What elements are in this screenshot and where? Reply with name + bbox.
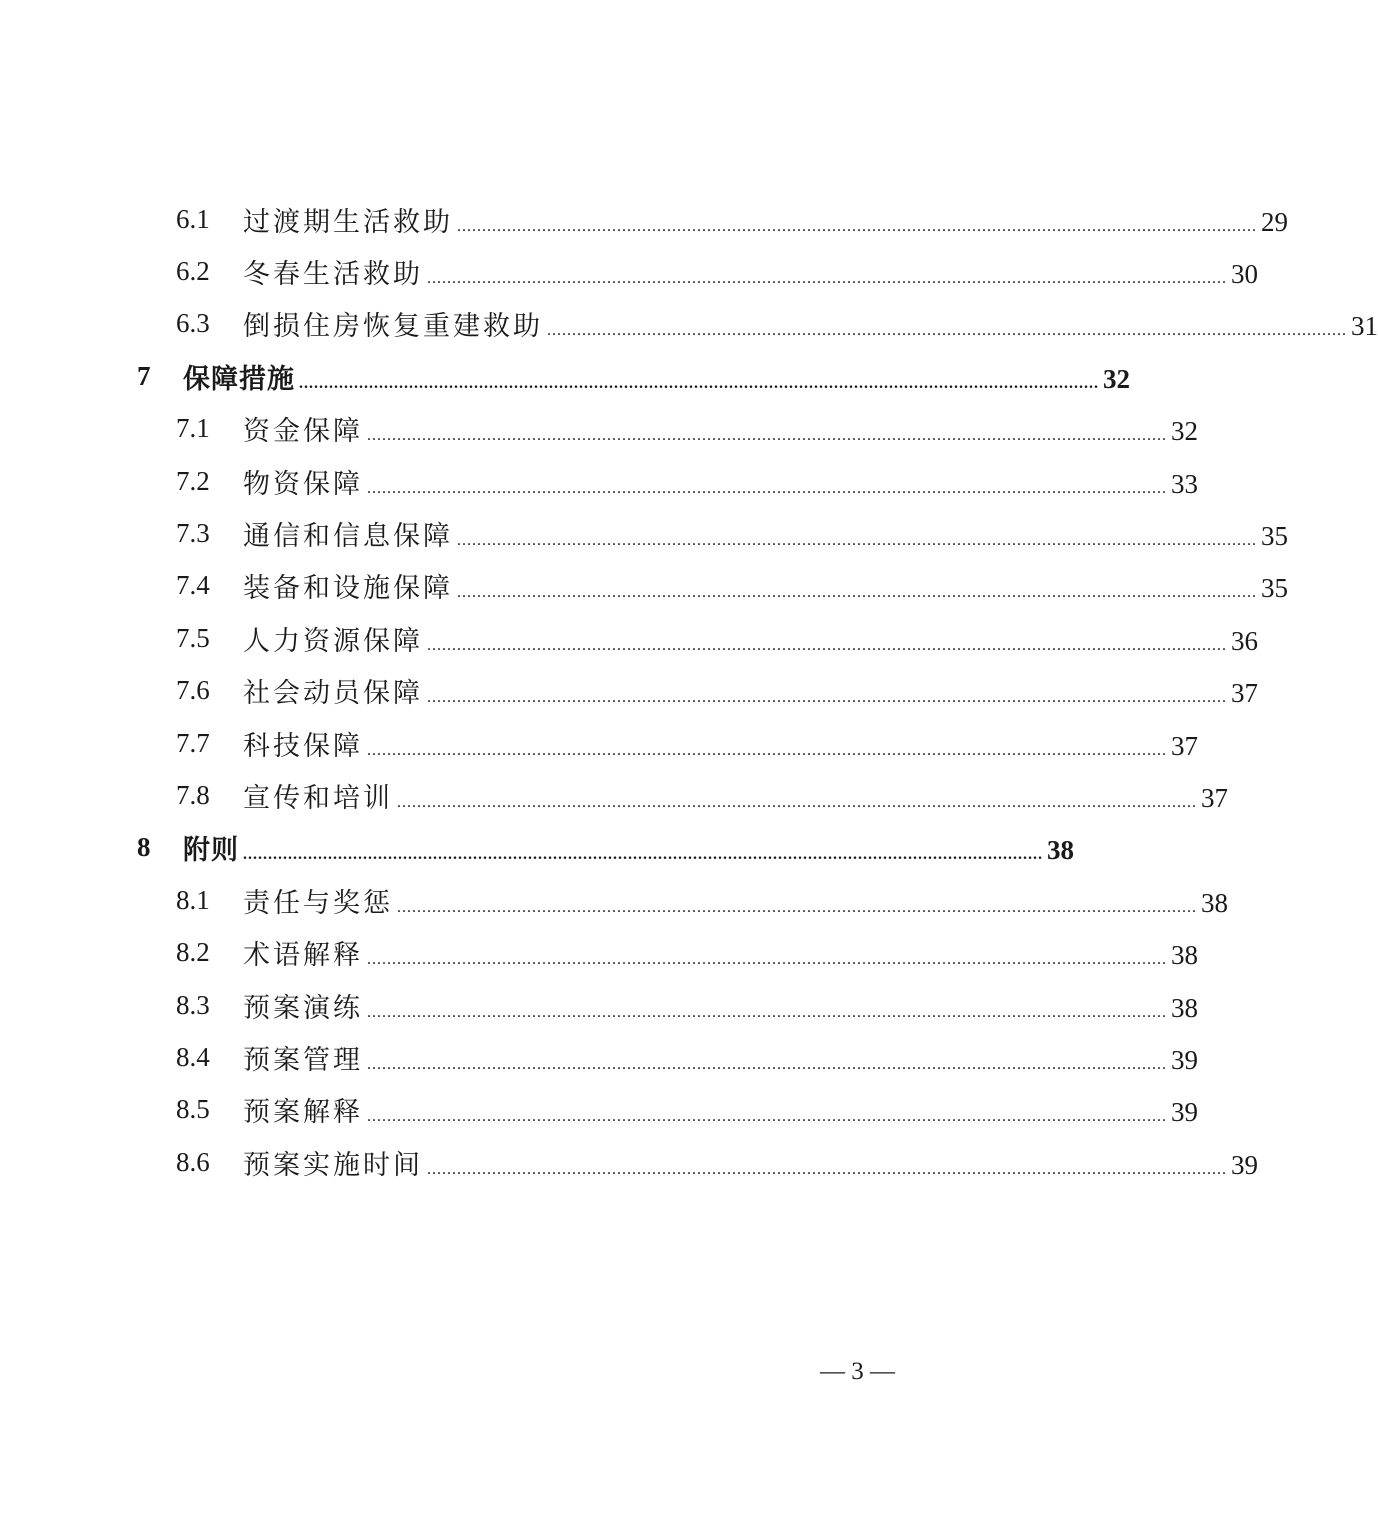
- toc-entry-title: 预案演练: [243, 992, 363, 1024]
- toc-entry-page: 39: [1171, 1044, 1198, 1075]
- toc-leader-dots: ................................................................................................................................................................: [427, 270, 1227, 288]
- toc-leader-dots: ................................................................................................................................................................: [243, 846, 1043, 864]
- toc-entry[interactable]: [0, 455, 1198, 507]
- toc-section-number: 8: [137, 832, 151, 863]
- toc-entry-page: 32: [1171, 416, 1198, 447]
- toc-entry[interactable]: [0, 1031, 1198, 1083]
- toc-entry-number: 7.4: [176, 570, 210, 601]
- toc-entry-number: 8.3: [176, 989, 210, 1020]
- toc-section-page: 38: [1047, 835, 1074, 866]
- toc-leader-dots: ................................................................................................................................................................: [299, 374, 1099, 392]
- toc-entry[interactable]: [0, 1084, 1198, 1136]
- toc-leader-dots: ................................................................................................................................................................: [367, 741, 1167, 759]
- toc-entry[interactable]: [0, 769, 1228, 821]
- toc-entry-title: 资金保障: [243, 416, 363, 448]
- toc-entry-page: 39: [1231, 1149, 1258, 1180]
- toc-entry[interactable]: [0, 193, 1288, 245]
- toc-entry-page: 29: [1261, 206, 1288, 237]
- toc-entry-number: 7.8: [176, 779, 210, 810]
- toc-entry[interactable]: [0, 1136, 1258, 1188]
- toc-section-number: 7: [137, 360, 151, 391]
- toc-section-title: 附则: [183, 835, 239, 867]
- toc-leader-dots: ................................................................................................................................................................: [457, 532, 1257, 550]
- toc-entry-page: 38: [1171, 940, 1198, 971]
- toc-leader-dots: ................................................................................................................................................................: [427, 689, 1227, 707]
- toc-leader-dots: ................................................................................................................................................................: [427, 636, 1227, 654]
- toc-entry-number: 8.5: [176, 1094, 210, 1125]
- toc-leader-dots: ................................................................................................................................................................: [457, 584, 1257, 602]
- toc-entry-page: 30: [1231, 259, 1258, 290]
- toc-leader-dots: ................................................................................................................................................................: [397, 793, 1197, 811]
- toc-entry-page: 31: [1351, 311, 1378, 342]
- toc-leader-dots: ................................................................................................................................................................: [427, 1160, 1227, 1178]
- toc-entry-title: 科技保障: [243, 730, 363, 762]
- toc-entry-title: 社会动员保障: [243, 678, 423, 710]
- toc-entry-page: 33: [1171, 468, 1198, 499]
- toc-entry-number: 7.5: [176, 622, 210, 653]
- toc-section[interactable]: [0, 350, 1130, 402]
- toc-entry-page: 38: [1171, 992, 1198, 1023]
- toc-entry-page: 37: [1231, 678, 1258, 709]
- toc-entry[interactable]: [0, 612, 1258, 664]
- toc-leader-dots: ................................................................................................................................................................: [367, 479, 1167, 497]
- toc-section-page: 32: [1103, 363, 1130, 394]
- toc-entry[interactable]: [0, 874, 1228, 926]
- toc-entry-number: 6.1: [176, 203, 210, 234]
- toc-section-title: 保障措施: [183, 363, 295, 395]
- toc-entry[interactable]: [0, 403, 1198, 455]
- toc-entry-title: 冬春生活救助: [243, 259, 423, 291]
- toc-entry-number: 8.6: [176, 1146, 210, 1177]
- toc-entry-page: 38: [1201, 887, 1228, 918]
- toc-leader-dots: ................................................................................................................................................................: [367, 1108, 1167, 1126]
- toc-leader-dots: ................................................................................................................................................................: [397, 898, 1197, 916]
- toc-entry-title: 物资保障: [243, 468, 363, 500]
- toc-entry-title: 责任与奖惩: [243, 887, 393, 919]
- toc-leader-dots: ................................................................................................................................................................: [367, 427, 1167, 445]
- page-number: — 3 —: [820, 1358, 895, 1385]
- toc-entry-page: 36: [1231, 625, 1258, 656]
- toc-leader-dots: ................................................................................................................................................................: [547, 322, 1347, 340]
- toc-entry[interactable]: [0, 298, 1378, 350]
- toc-entry-number: 6.2: [176, 256, 210, 287]
- toc-entry-number: 7.6: [176, 675, 210, 706]
- table-of-contents: [0, 193, 1378, 1188]
- toc-entry[interactable]: [0, 507, 1288, 559]
- toc-entry-title: 倒损住房恢复重建救助: [243, 311, 543, 343]
- toc-entry-number: 8.4: [176, 1041, 210, 1072]
- toc-entry-number: 6.3: [176, 308, 210, 339]
- toc-entry-number: 7.1: [176, 413, 210, 444]
- toc-entry-title: 人力资源保障: [243, 625, 423, 657]
- toc-entry-page: 39: [1171, 1097, 1198, 1128]
- toc-entry-title: 预案管理: [243, 1044, 363, 1076]
- toc-entry[interactable]: [0, 245, 1258, 297]
- toc-entry-number: 8.2: [176, 937, 210, 968]
- toc-entry-title: 宣传和培训: [243, 782, 393, 814]
- toc-leader-dots: ................................................................................................................................................................: [367, 1003, 1167, 1021]
- toc-leader-dots: ................................................................................................................................................................: [457, 217, 1257, 235]
- toc-entry-number: 7.7: [176, 727, 210, 758]
- toc-entry-number: 7.2: [176, 465, 210, 496]
- toc-entry-page: 37: [1171, 730, 1198, 761]
- toc-entry[interactable]: [0, 717, 1198, 769]
- toc-entry-number: 8.1: [176, 884, 210, 915]
- toc-entry[interactable]: [0, 979, 1198, 1031]
- toc-entry-page: 37: [1201, 782, 1228, 813]
- toc-entry-number: 7.3: [176, 518, 210, 549]
- toc-entry[interactable]: [0, 560, 1288, 612]
- toc-entry-title: 术语解释: [243, 940, 363, 972]
- toc-entry-title: 通信和信息保障: [243, 521, 453, 553]
- toc-entry[interactable]: [0, 926, 1198, 978]
- toc-entry-title: 预案实施时间: [243, 1149, 423, 1181]
- toc-entry-page: 35: [1261, 521, 1288, 552]
- toc-entry-page: 35: [1261, 573, 1288, 604]
- toc-entry-title: 过渡期生活救助: [243, 206, 453, 238]
- toc-leader-dots: ................................................................................................................................................................: [367, 1055, 1167, 1073]
- toc-leader-dots: ................................................................................................................................................................: [367, 951, 1167, 969]
- toc-section[interactable]: [0, 822, 1074, 874]
- toc-entry[interactable]: [0, 665, 1258, 717]
- toc-entry-title: 预案解释: [243, 1097, 363, 1129]
- toc-entry-title: 装备和设施保障: [243, 573, 453, 605]
